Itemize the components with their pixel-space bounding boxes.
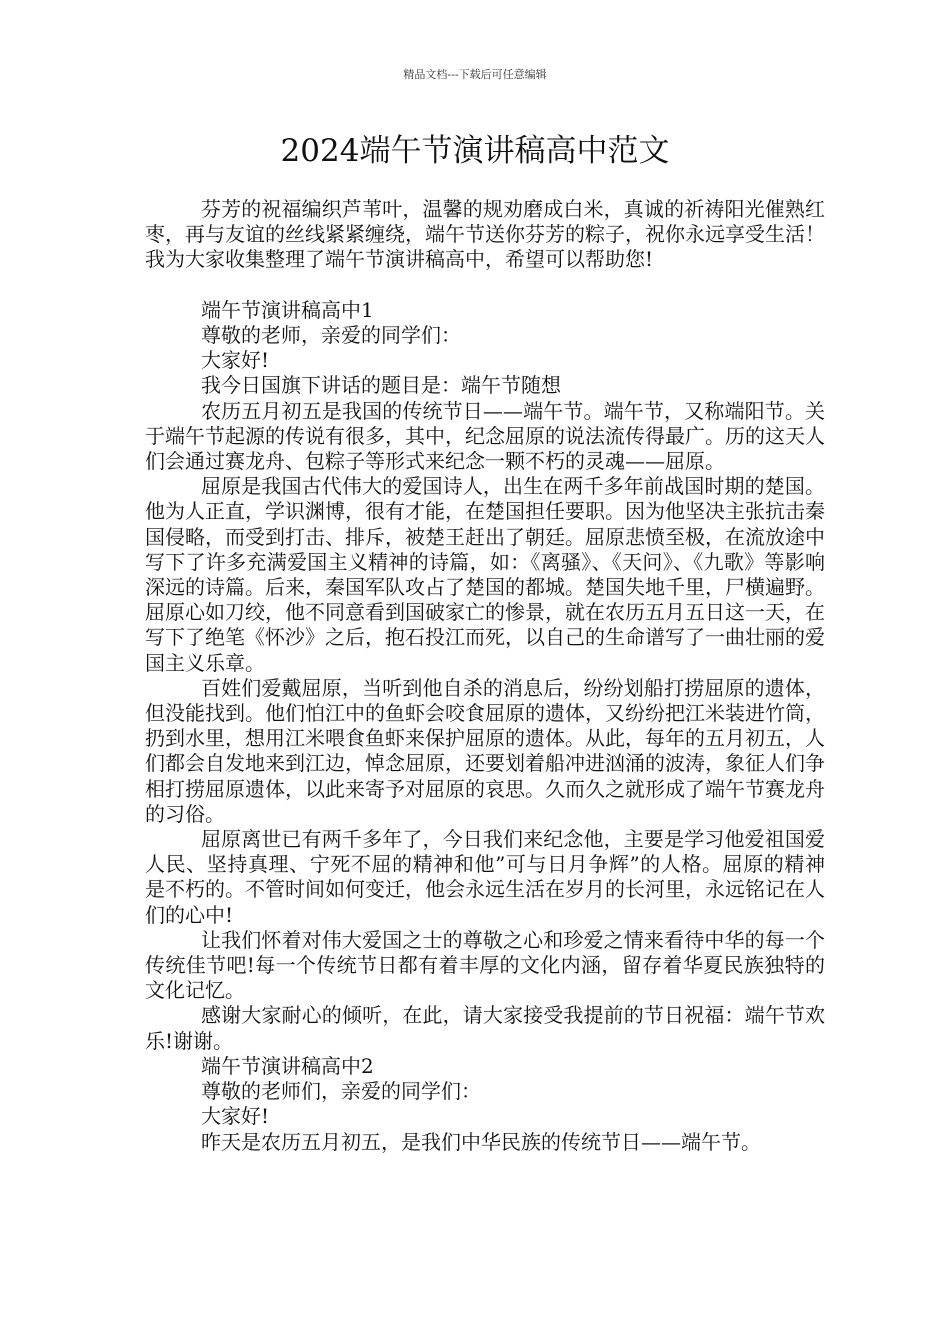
intro-paragraph: 芬芳的祝福编织芦苇叶，温馨的规劝磨成白米，真诚的祈祷阳光催熟红枣，再与友谊的丝线紧紧缠绕，端午节送你芬芳的粽子，祝你永远享受生活！我为大家收集整理了端午节演讲稿高中，希望可以帮助您!: [145, 197, 825, 272]
body-paragraph: 百姓们爱戴屈原，当听到他自杀的消息后，纷纷划船打捞屈原的遗体，但没能找到。他们怕江中的鱼虾会咬食屈原的遗体，又纷纷把江米装进竹筒，扔到水里，想用江米喂食鱼虾来保护屈原的遗体。从此，每年的五月初五，人们都会自发地来到江边，悼念屈原，还要划着船冲进汹涌的波涛，象征人们争相打捞屈原遗体，以此来寄予对屈原的哀思。久而久之就形成了端午节赛龙舟的习俗。: [145, 675, 825, 826]
greeting-1: 大家好!: [201, 348, 270, 373]
paragraph-spacer: [145, 273, 825, 298]
body-paragraph: 让我们怀着对伟大爱国之士的尊敬之心和珍爱之情来看待中华的每一个传统佳节吧!每一个传统节日都有着丰厚的文化内涵，留存着华夏民族独特的文化记忆。: [145, 927, 825, 1003]
section-heading-2: 端午节演讲稿高中2: [201, 1053, 374, 1078]
document-body: [145, 197, 825, 1155]
salutation-2: 尊敬的老师们，亲爱的同学们：: [201, 1079, 481, 1104]
body-paragraph: 感谢大家耐心的倾听，在此，请大家接受我提前的节日祝福：端午节欢乐!谢谢。: [145, 1003, 825, 1053]
body-paragraph: 昨天是农历五月初五，是我们中华民族的传统节日——端午节。: [201, 1129, 761, 1154]
section-heading-1: 端午节演讲稿高中1: [201, 297, 374, 322]
body-paragraph: 农历五月初五是我国的传统节日——端午节。端午节，又称端阳节。关于端午节起源的传说有很多，其中，纪念屈原的说法流传得最广。历的这天人们会通过赛龙舟、包粽子等形式来纪念一颗不朽的灵魂——屈原。: [145, 398, 825, 474]
greeting-2: 大家好!: [201, 1104, 270, 1129]
page-title: 2024端午节演讲稿高中范文: [280, 133, 670, 169]
body-paragraph: 屈原离世已有两千多年了，今日我们来纪念他，主要是学习他爱祖国爱人民、坚持真理、宁死不屈的精神和他”可与日月争辉”的人格。屈原的精神是不朽的。不管时间如何变迁，他会永远生活在岁月的长河里，永远铭记在人们的心中!: [145, 827, 825, 927]
body-paragraph: 屈原是我国古代伟大的爱国诗人，出生在两千多年前战国时期的楚国。他为人正直，学识渊博，很有才能，在楚国担任要职。因为他坚决主张抗击秦国侵略，而受到打击、排斥，被楚王赶出了朝廷。屈原悲愤至极，在流放途中写下了许多充满爱国主义精神的诗篇，如：《离骚》、《天问》、《九歌》等影响深远的诗篇。后来，秦国军队攻占了楚国的都城。楚国失地千里，尸横遍野。屈原心如刀绞，他不同意看到国破家亡的惨景，就在农历五月五日这一天，在写下了绝笔《怀沙》之后，抱石投江而死，以自己的生命谱写了一曲壮丽的爱国主义乐章。: [145, 474, 825, 675]
salutation-1: 尊敬的老师，亲爱的同学们：: [201, 323, 461, 347]
speech-topic: 我今日国旗下讲话的题目是：端午节随想: [201, 373, 561, 398]
header-note: 精品文档---下载后可任意编辑: [403, 68, 547, 81]
